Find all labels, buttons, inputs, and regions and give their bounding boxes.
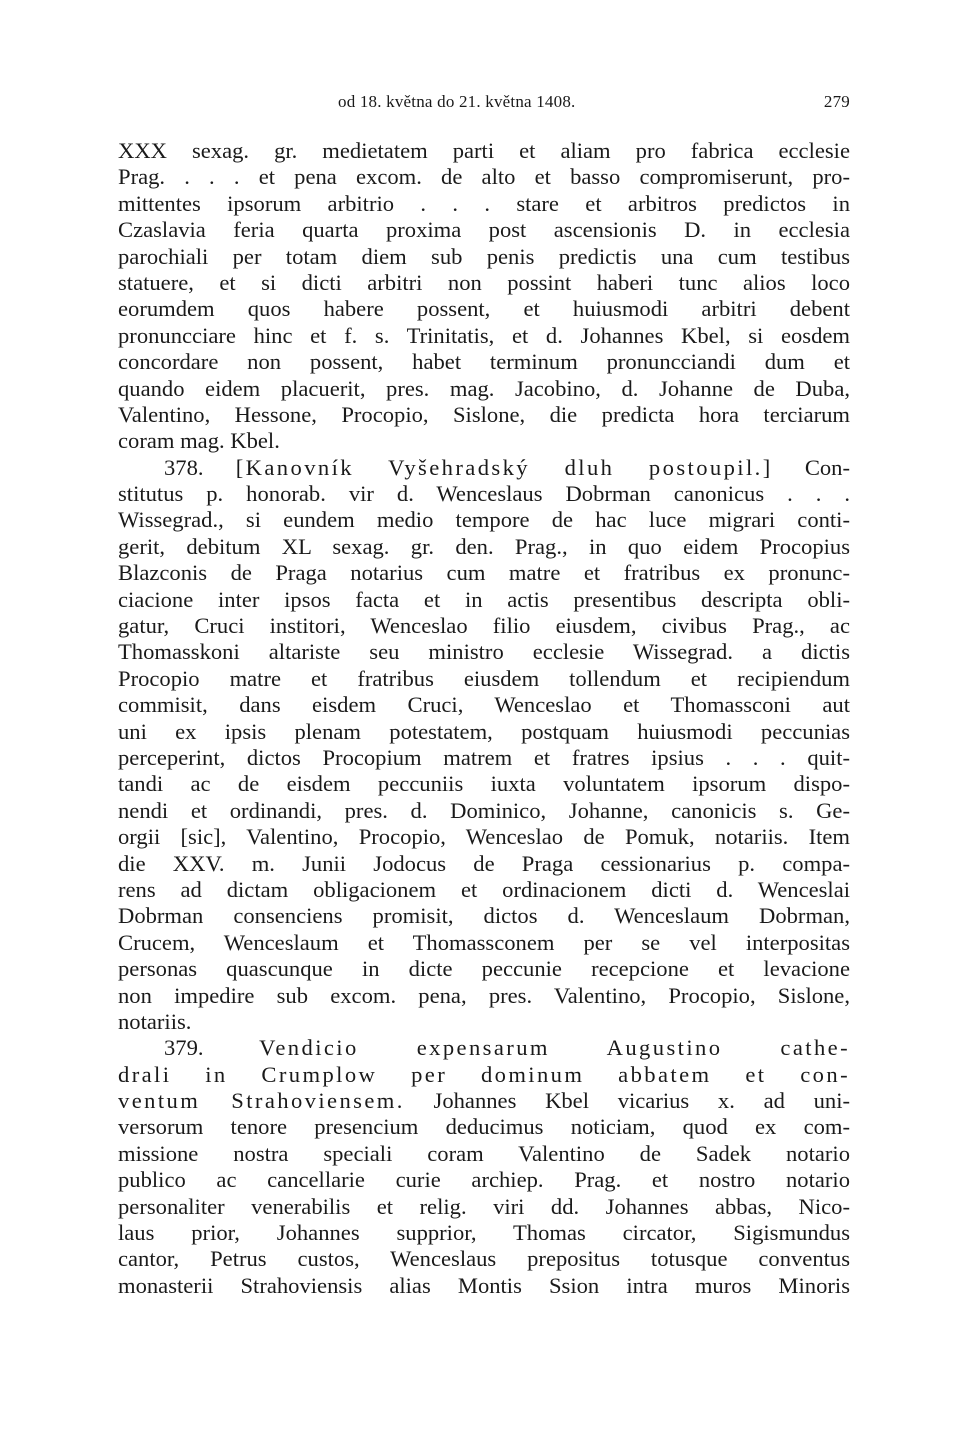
- text-line: Blazconis de Praga notarius cum matre et fratribus ex pronunc-: [118, 560, 850, 586]
- text-line: pronuncciare hinc et f. s. Trinitatis, et d. Johannes Kbel, si eosdem: [118, 322, 850, 348]
- text-line: publico ac cancellarie curie archiep. Prag. et nostro notario: [118, 1167, 850, 1193]
- text-line: non impedire sub excom. pena, pres. Valentino, Procopio, Sislone,: [118, 982, 850, 1008]
- text-line: commisit, dans eisdem Cruci, Wenceslao et Thomassconi aut: [118, 692, 850, 718]
- text-line: quando eidem placuerit, pres. mag. Jacobino, d. Johanne de Duba,: [118, 375, 850, 401]
- text-line: Dobrman consenciens promisit, dictos d. Wenceslaum Dobrman,: [118, 903, 850, 929]
- text-line: Thomasskoni altariste seu ministro ecclesie Wissegrad. a dictis: [118, 639, 850, 665]
- text-line: Czaslavia feria quarta proxima post ascensionis D. in ecclesia: [118, 217, 850, 243]
- text-line: missione nostra speciali coram Valentino de Sadek notario: [118, 1140, 850, 1166]
- text-line: concordare non possent, habet terminum pronuncciandi dum et: [118, 349, 850, 375]
- text-line: Crucem, Wenceslaum et Thomassconem per se vel interpositas: [118, 929, 850, 955]
- entry-378-heading-line: [118, 455, 850, 481]
- text-line: mittentes ipsorum arbitrio . . . stare et arbitros predictos in: [118, 190, 850, 216]
- entry-379-heading-line-3: [118, 1088, 850, 1114]
- text-line: perceperint, dictos Procopium matrem et fratres ipsius . . . quit-: [118, 744, 850, 770]
- entry-number: 378.: [164, 454, 204, 480]
- text-line: uni ex ipsis plenam potestatem, postquam huiusmodi peccunias: [118, 718, 850, 744]
- text-line: Valentino, Hessone, Procopio, Sislone, die predicta hora terciarum: [118, 401, 850, 427]
- text-line: orgii [sic], Valentino, Procopio, Wenceslao de Pomuk, notariis. Item: [118, 824, 850, 850]
- text-line: laus prior, Johannes supprior, Thomas circator, Sigismundus: [118, 1220, 850, 1246]
- text-line: personaliter venerabilis et relig. viri dd. Johannes abbas, Nico-: [118, 1193, 850, 1219]
- running-head-title: od 18. května do 21. května 1408.: [338, 92, 576, 111]
- text-line: Prag. . . . et pena excom. de alto et basso compromiserunt, pro-: [118, 164, 850, 190]
- text-line: monasterii Strahoviensis alias Montis Ssion intra muros Minoris: [118, 1272, 850, 1298]
- text-line: nendi et ordinandi, pres. d. Dominico, Johanne, canonicis s. Ge-: [118, 797, 850, 823]
- text-line: gerit, debitum XL sexag. gr. den. Prag., in quo eidem Procopius: [118, 533, 850, 559]
- text-line: statuere, et si dicti arbitri non possint haberi tunc alios loco: [118, 269, 850, 295]
- text-line: gatur, Cruci institori, Wenceslao filio eiusdem, civibus Prag., ac: [118, 613, 850, 639]
- text-line: XXX sexag. gr. medietatem parti et aliam pro fabrica ecclesie: [118, 138, 850, 163]
- text-line: Procopio matre et fratribus eiusdem tollendum et recipiendum: [118, 665, 850, 691]
- text-line: notariis.: [118, 1008, 192, 1034]
- text-line: coram mag. Kbel.: [118, 428, 280, 454]
- page-number: 279: [823, 92, 850, 111]
- text-line: ciacione inter ipsos facta et in actis presentibus descripta obli-: [118, 586, 850, 612]
- entry-number: 379.: [164, 1035, 204, 1061]
- document-page: [118, 86, 850, 1299]
- text-line: rens ad dictam obligacionem et ordinacionem dicti d. Wenceslai: [118, 876, 850, 902]
- entry-heading-line: drali in Crumplow per dominum abbatem et con-: [118, 1061, 850, 1087]
- text-line: tandi ac de eisdem peccuniis iuxta voluntatem ipsorum dispo-: [118, 771, 850, 797]
- text-line: eorumdem quos habere possent, et huiusmodi arbitri debent: [118, 296, 850, 322]
- entry-379-heading-line: [118, 1035, 850, 1061]
- entry-heading: Vendicio expensarum Augustino cathe-: [259, 1035, 850, 1061]
- text-line: cantor, Petrus custos, Wenceslaus prepositus totusque conventus: [118, 1246, 850, 1272]
- running-head: [118, 86, 850, 116]
- entry-text: Johannes Kbel vicarius x. ad uni-: [433, 1088, 850, 1114]
- text-line: stitutus p. honorab. vir d. Wenceslaus Dobrman canonicus . . .: [118, 481, 850, 507]
- text-line: die XXV. m. Junii Jodocus de Praga cessionarius p. compa-: [118, 850, 850, 876]
- text-line: parochiali per totam diem sub penis predictis una cum testibus: [118, 243, 850, 269]
- body-text: [118, 138, 850, 1299]
- entry-heading: [Kanovník Vyšehradský dluh postoupil.]: [235, 454, 773, 480]
- text-line: personas quascunque in dicte peccunie recepcione et levacione: [118, 956, 850, 982]
- text-line: Wissegrad., si eundem medio tempore de hac luce migrari conti-: [118, 507, 850, 533]
- text-line: versorum tenore presencium deducimus noticiam, quod ex com-: [118, 1114, 850, 1140]
- entry-heading: ventum Strahoviensem.: [118, 1088, 405, 1114]
- entry-text: Con-: [804, 454, 850, 480]
